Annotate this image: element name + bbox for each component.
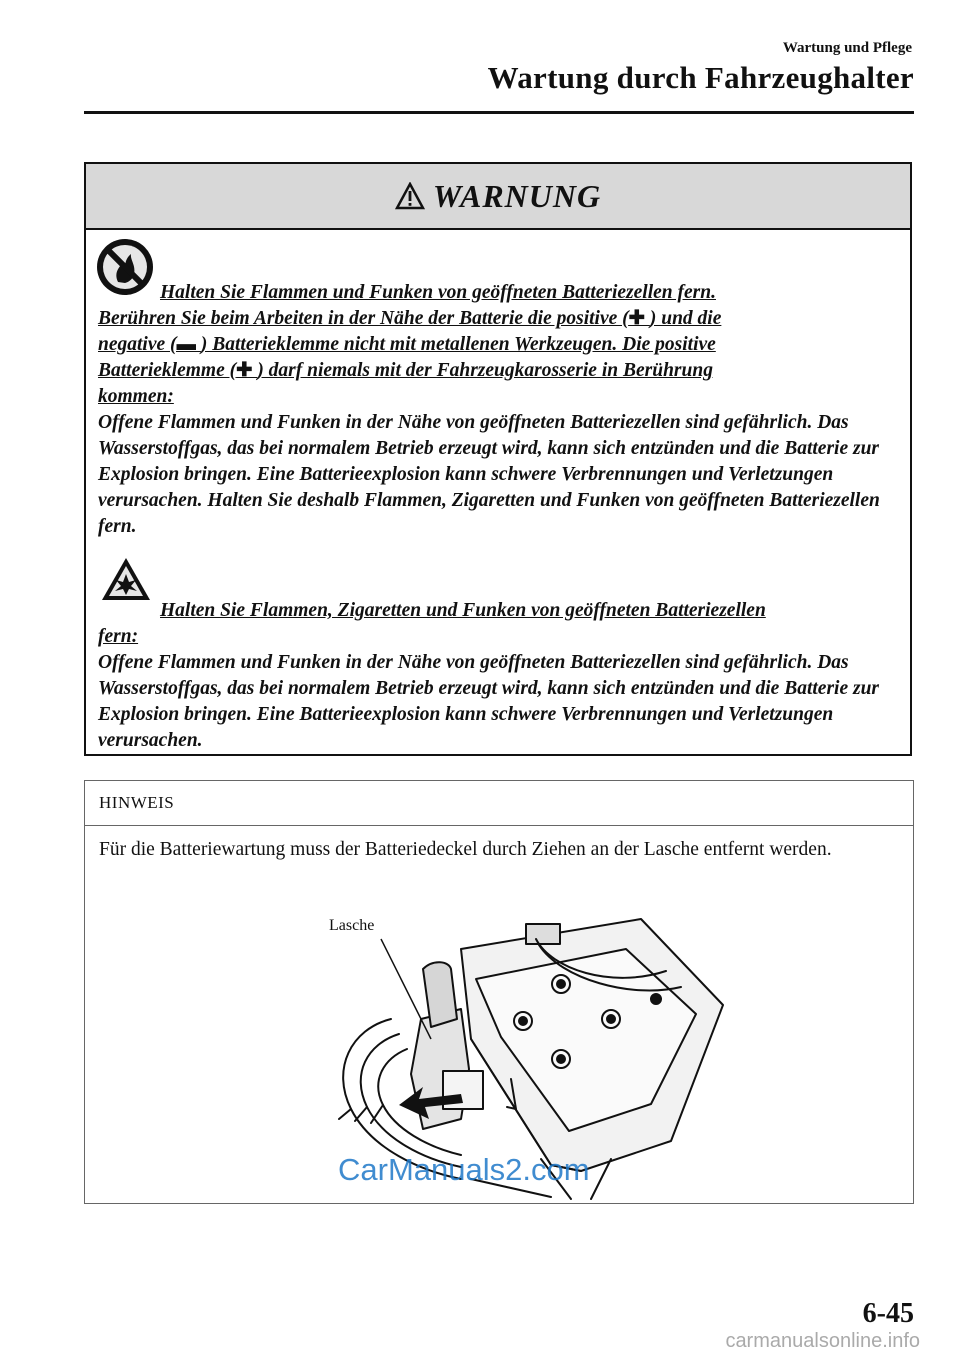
header-rule bbox=[84, 111, 914, 114]
minus-symbol-icon: ▬ bbox=[176, 334, 201, 355]
heading-line bbox=[98, 358, 890, 384]
plus-symbol-icon: ✚ bbox=[236, 360, 258, 381]
heading-line: kommen: bbox=[98, 386, 174, 407]
heading-line: Halten Sie Flammen und Funken von geöffneten Batteriezellen fern. bbox=[160, 282, 716, 303]
warning-block2 bbox=[98, 598, 890, 754]
note-text: Für die Batteriewartung muss der Batteriedeckel durch Ziehen an der Lasche entfernt werden. bbox=[99, 839, 832, 860]
watermark-corner: carmanualsonline.info bbox=[725, 1330, 920, 1352]
heading-line: fern: bbox=[98, 626, 139, 647]
section-label: Wartung und Pflege bbox=[782, 40, 912, 56]
warning-block2-body: Offene Flammen und Funken in der Nähe von geöffneten Batteriezellen sind gefährlich. Das Wasserstoffgas, das bei normalem Betrieb erzeugt wird, kann sich entzünden und die Batterie zur Explosion bringen. Eine Batterieexplosion kann schwere Verbrennungen und Verletzungen verursachen. bbox=[98, 652, 880, 751]
heading-text: negative ( bbox=[98, 334, 177, 355]
heading-line bbox=[98, 306, 890, 332]
heading-text: ) und die bbox=[649, 308, 722, 329]
watermark: CarManuals2.com bbox=[338, 1152, 590, 1187]
heading-text: Batterieklemme ( bbox=[98, 360, 237, 381]
explosion-hazard-icon bbox=[100, 556, 152, 602]
heading-text: ) Batterieklemme nicht mit metallenen Werkzeugen. Die positive bbox=[200, 334, 716, 355]
page-number: 6-45 bbox=[862, 1298, 914, 1329]
heading-text: Berühren Sie beim Arbeiten in der Nähe der Batterie die positive ( bbox=[98, 308, 629, 329]
page-title: Wartung durch Fahrzeughalter bbox=[487, 60, 914, 95]
heading-line bbox=[98, 332, 890, 358]
warning-box bbox=[84, 162, 912, 756]
warning-title: WARNUNG bbox=[432, 177, 602, 214]
warning-header bbox=[86, 164, 910, 230]
note-box bbox=[84, 780, 914, 1204]
heading-line: Halten Sie Flammen, Zigaretten und Funken von geöffneten Batteriezellen bbox=[160, 600, 766, 621]
warning-block1-body: Offene Flammen und Funken in der Nähe von geöffneten Batteriezellen sind gefährlich. Das Wasserstoffgas, das bei normalem Betrieb erzeugt wird, kann sich entzünden und die Batterie zur Explosion bringen. Eine Batterieexplosion kann schwere Verbrennungen und Verletzungen verursachen. Halten Sie deshalb Flammen, Zigaretten und Funken von geöffneten Batteriezellen fern. bbox=[98, 412, 880, 537]
figure-label-lasche: Lasche bbox=[329, 917, 375, 934]
plus-symbol-icon: ✚ bbox=[628, 308, 650, 329]
note-header bbox=[85, 781, 913, 826]
heading-text: ) darf niemals mit der Fahrzeugkarosserie in Berührung bbox=[257, 360, 713, 381]
warning-triangle-icon bbox=[395, 182, 425, 210]
warning-block1-heading bbox=[98, 280, 890, 540]
note-title: HINWEIS bbox=[99, 793, 175, 812]
